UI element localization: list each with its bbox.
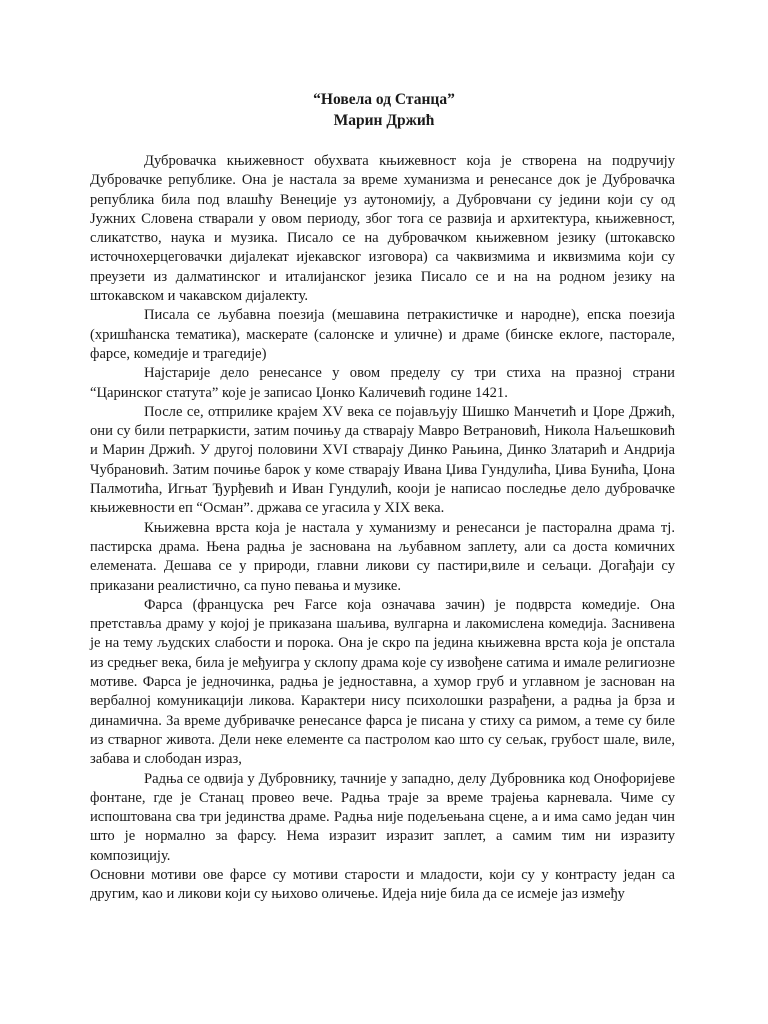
paragraph: Књижевна врста која је настала у хуманизму и ренесанси је пасторална драма тј. пастирска драма. Њена радња је заснована на љубавном заплету, али са доста комичних елемената. Дешава се у природи, главни ликови су пастири,виле и сељаци. Догађаји су приказани реалистично, са пуно певања и музике. — [90, 519, 675, 594]
paragraph: После се, отприлике крајем XV века се појављују Шишко Манчетић и Џоре Држић, они су били петраркисти, затим почињу да стварају Мавро Ветрановић, Никола Нaљешковић и Марин Држић. У другој половини XVI стварају Динко Рањина, Динко Златарић и Андрија Чубрановић. Затим почиње барок у коме стварају Ивана Џива Гундулића, Џива Бунића, Џона Палмотића, Игњат Ђурђевић и Иван Гундулић, кооји је написао последње дело дубровачке књижевности еп “Осман”. држава се угасила у XIX века. — [90, 403, 675, 517]
document-body — [90, 152, 675, 905]
paragraph: Дубровачка књижевност обухвата књижевност која је створена на подручију Дубровачке републике. Она је настала за време хуманизма и ренесансе док је Дубровачка република била под влашћу Венеције уз аутономију, а Дубровчани су једини који су од Јужних Словена стварали у овом периоду, због тога се развија и архитектура, књижевност, сликатство, наука и музика. Писало се на дубровачком књижевном језику (штокавско источнохерцеговачки дијалекат ијекавског изговора) са чаквизмима и иквизмима који су преузети из далматинског и италијанског језика Писало се и на на родном језику на штокавском и чакавском дијалекту. — [90, 153, 675, 305]
paragraph: Радња се одвија у Дубровнику, тачније у западно, делу Дубровника код Онофоријеве фонтане, где је Станац провео вече. Радња траје за време трајења карневала. Чиме су испоштована сва три јединства драме. Радња није подељењана сцене, а и има само један чин што је нормално за фарсу. Нема изразит изразит заплет, а самим тим ни изразиту композицију. — [90, 770, 675, 864]
paragraph: Најстарије дело ренесансе у овом пределу су три стиха на празној страни “Царинског статута” које је записао Џонко Каличевић године 1421. — [90, 365, 675, 401]
paragraph: Основни мотиви ове фарсе су мотиви старости и младости, који су у контрасту један са другим, као и ликови који су њихово оличење. Идеја није била да се исмеје јаз између — [90, 866, 675, 903]
paragraph: Фарса (француска реч Farce која означава зачин) је подврста комедије. Она претставља драму у којој је приказана шаљива, вулгарна и лакомислена комедија. Заснивена је на тему људских слабости и порока. Она је скро па једина књижевна врста која је опстала из средњег века, била је међуигра у склопу драма које су извођене сатима и имале религиозне мотиве. Фарса је једночинка, радња је једноставна, а хумор груб и углавном је заснован на вербалној комуникацији ликова. Карактери нису психолошки разрађени, а радња ја брза и динамична. За време дубривачке ренесансе фарса је писана у стиху са римом, а теме су биле из стварног живота. Дели неке елементе са пастролом као што су сељак, грубост шале, виле, забава и слободан израз, — [90, 596, 675, 768]
document-title: “Новела од Станца” — [313, 91, 455, 108]
document-author: Марин Држић — [333, 112, 435, 129]
paragraph: Писала се љубавна поезија (мешавина петракистичке и народне), епска поезија (хришћанска тематика), маскерате (салонске и уличне) и драме (бинске еклоге, пасторале, фарсе, комедије и трагедије) — [90, 307, 675, 362]
